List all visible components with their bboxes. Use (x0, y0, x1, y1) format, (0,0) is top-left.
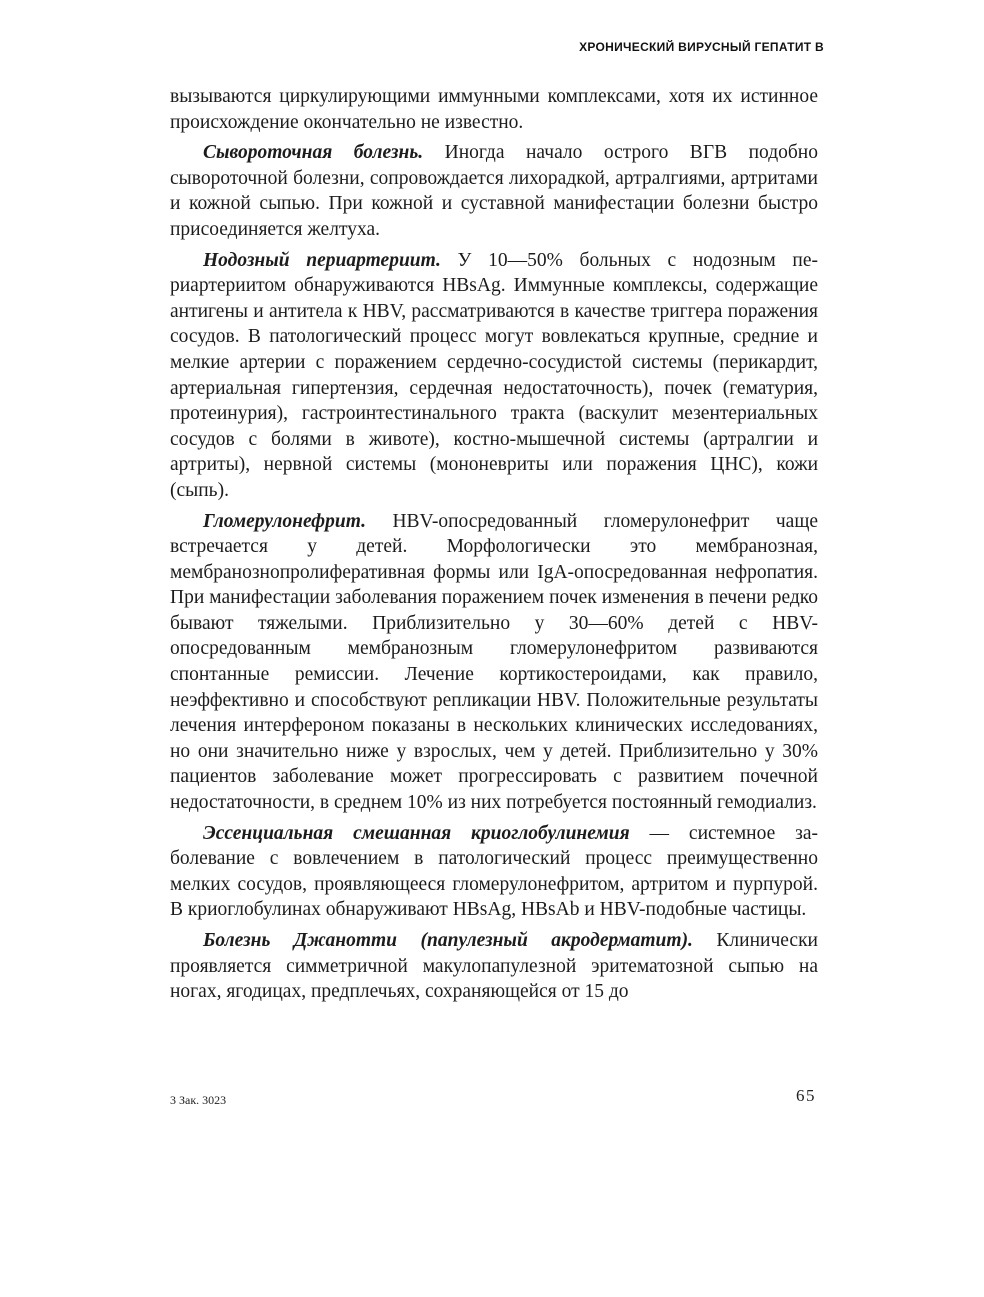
paragraph-text: вызываются циркулирующими иммунными комплексами, хотя их истинное происхождение окончательно не известно. (170, 86, 818, 133)
body-text (170, 84, 818, 1010)
paragraph-serum-sickness (170, 140, 818, 242)
paragraph-term: Сывороточная болезнь. (203, 142, 424, 164)
paragraph-text: — системное заболевание с вовлечением в патологический процесс преимущественно мелких сосудов, проявляющееся гломерулонефритом, артритом и пурпурой. В криоглобулинах обнаруживают HBsAg, HBsAb и HBV-подобные частицы. (170, 822, 818, 921)
paragraph-text: HBV-опосредованный гломерулонефрит чаще встречается у детей. Морфологически это мембранозная, мембранознопролиферативная формы или IgA-опосредованная нефропатия. При манифестации заболевания поражением почек изменения в печени редко бывают тяжелыми. Приблизительно у 30—60% детей с HBV-опосредованным мембранозным гломерулонефритом развиваются спонтанные ремиссии. Лечение кортикостероидами, как правило, неэффективно и способствуют репликации HBV. Положительные результаты лечения интерфероном показаны в нескольких клинических исследованиях, но они значительно ниже у взрослых, чем у детей. Приблизительно у 30% пациентов заболевание может прогрессировать с развитием почечной недостаточности, в среднем 10% из них потребуется постоянный гемодиализ. (170, 510, 818, 814)
paragraph-term: Гломерулонефрит. (203, 510, 366, 532)
paragraph-text: У 10—50% больных с нодозным периартериитом обнаруживаются HBsAg. Иммунные комплексы, содержащие антигены и антитела к HBV, рассматриваются в качестве триггера поражения сосудов. В патологический процесс могут вовлекаться крупные, средние и мелкие артерии с поражением сердечно-сосудистой системы (перикардит, артериальная гипертензия, сердечная недостаточность), почек (гематурия, протеинурия), гастроинтестинального тракта (васкулит мезентериальных сосудов с болями в животе), костно-мышечной системы (артралгии и артриты), нервной системы (мононевриты или поражения ЦНС), кожи (сыпь). (170, 249, 818, 501)
paragraph-term: Болезнь Джанотти (папулезный акродерматит). (203, 930, 693, 951)
paragraph-term: Эссенциальная смешанная криоглобулинемия (203, 822, 630, 844)
paragraph-continuation (170, 84, 818, 135)
paragraph-cryoglobulinemia (170, 821, 818, 923)
printer-signature-mark: 3 Зак. 3023 (170, 1093, 227, 1107)
paragraph-text: Клинически проявляется симметричной макулопапулезной эритематозной сыпью на ногах, ягодицах, предплечьях, сохраняющейся от 15 до (170, 930, 818, 1003)
paragraph-polyarteritis-nodosa (170, 248, 818, 504)
paragraph-gianotti-disease (170, 928, 818, 1005)
running-header: ХРОНИЧЕСКИЙ ВИРУСНЫЙ ГЕПАТИТ В (579, 40, 824, 54)
paragraph-text: Иногда начало острого ВГВ подобно сывороточной болезни, сопровождается лихорадкой, артралгиями, артритами и кожной сыпью. При кожной и суставной манифестации болезни быстро присоединяется желтуха. (170, 142, 818, 240)
page-number: 65 (796, 1086, 816, 1105)
paragraph-term: Нодозный периартериит. (203, 249, 441, 271)
paragraph-glomerulonephritis (170, 509, 818, 816)
